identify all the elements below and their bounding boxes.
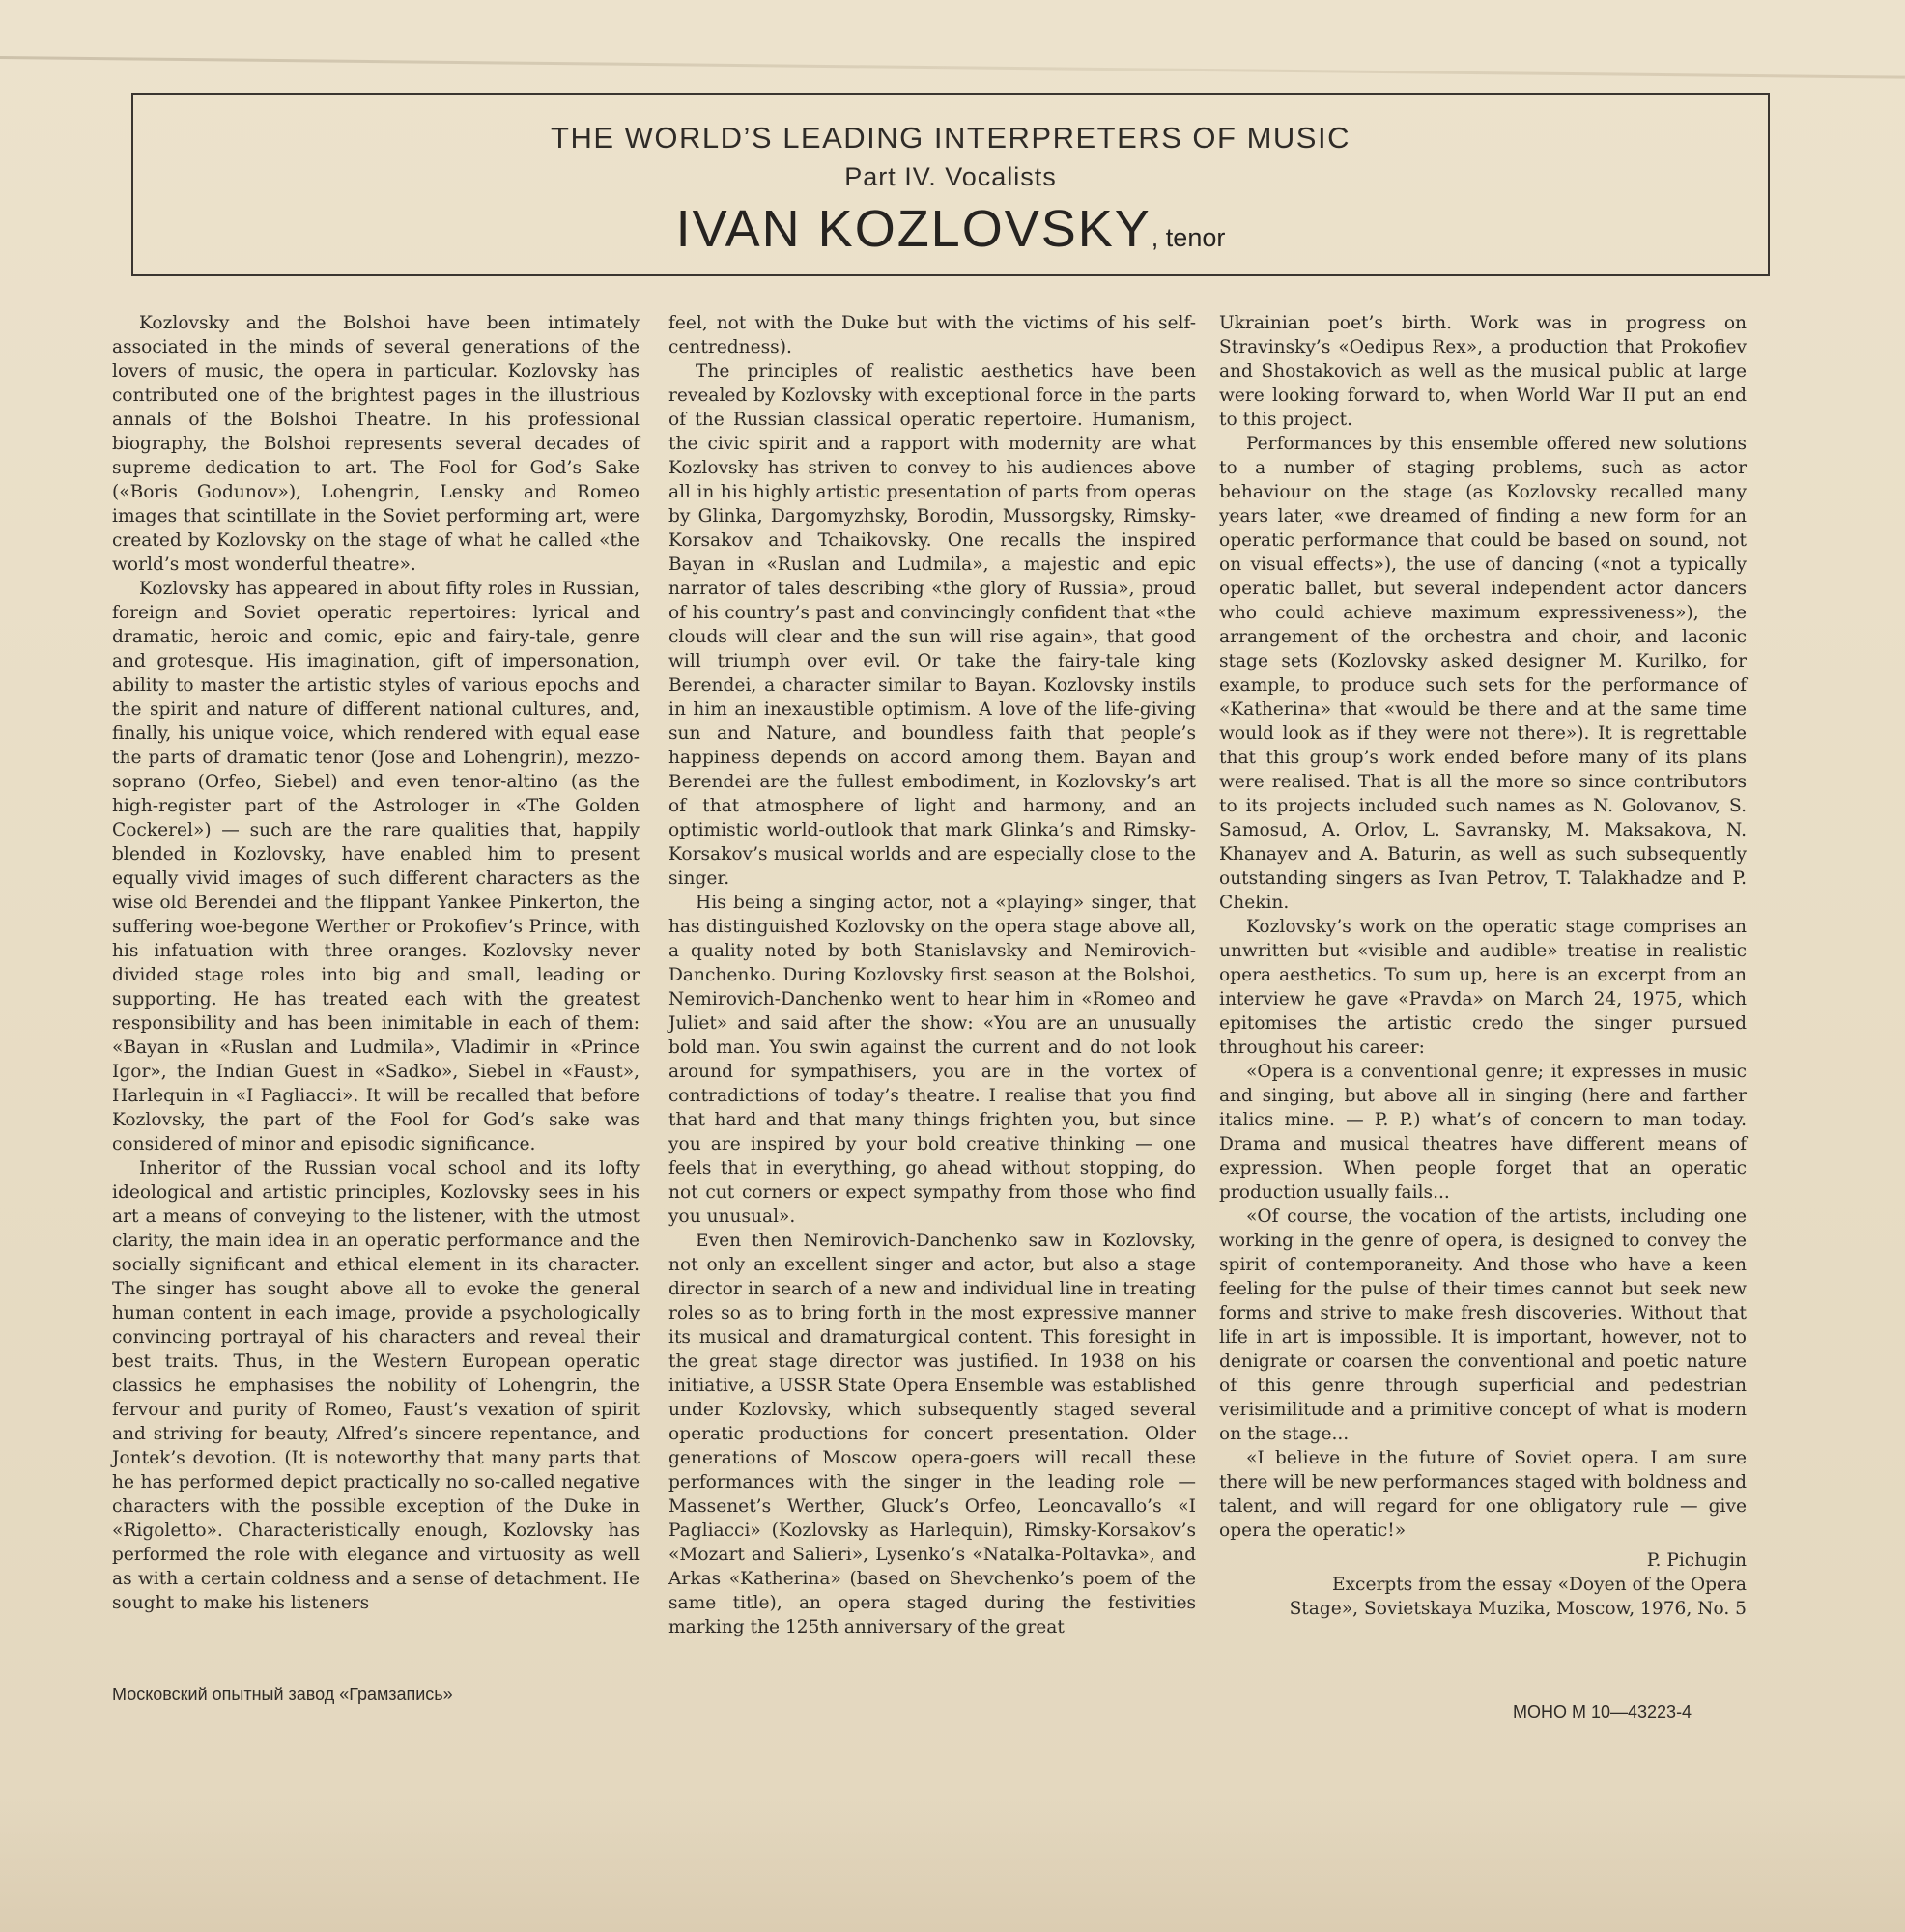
paper-shading [0,1797,1905,1932]
artist-line [133,199,1768,259]
artist-name: IVAN KOZLOVSKY [675,200,1152,258]
part-title: Part IV. Vocalists [844,162,1057,191]
paragraph: Ukrainian poet’s birth. Work was in progress on Stravinsky’s «Oedipus Rex», a production that Prokofiev and Shostakovich as well as the musical public at large were looking forward to, when World War II put an end to this project. [1219,313,1747,430]
text-column-2 [668,311,1196,1639]
author-signature: P. Pichugin [1646,1550,1747,1571]
publisher-imprint: Московский опытный завод «Грамзапись» [112,1685,453,1704]
paragraph: The principles of realistic aesthetics have been revealed by Kozlovsky with exceptional force in the parts of the Russian classical operatic repertoire. Humanism, the civic spirit and a rapport with modernity are what Kozlovsky has striven to convey to his audiences above all in his highly artistic presentation of parts from operas by Glinka, Dargomyzhsky, Borodin, Mussorgsky, Rimsky-Korsakov and Tchaikovsky. One recalls the inspired Bayan in «Ruslan and Ludmila», a majestic and epic narrator of tales describing «the glory of Russia», proud of his country’s past and convincingly confident that «the clouds will clear and the sun will rise again», that good will triumph over evil. Or take the fairy-tale king Berendei, a character similar to Bayan. Kozlovsky instils in him an inexaustible optimism. A love of the life-giving sun and Nature, and boundless faith that people’s happiness depends on accord among them. Bayan and Berendei are the fullest embodiment, in Kozlovsky’s art of that atmosphere of light and harmony, and an optimistic world-outlook that mark Glinka’s and Rimsky-Korsakov’s musical worlds and are especially close to the singer. [668,361,1196,889]
paragraph: Even then Nemirovich-Danchenko saw in Kozlovsky, not only an excellent singer and actor, but also a stage director in search of a new and individual line in treating roles so as to bring forth in the most expressive manner its musical and dramaturgical content. This foresight in the great stage director was justified. In 1938 on his initiative, a USSR State Opera Ensemble was established under Kozlovsky, which subsequently staged several operatic productions for concert presentation. Older generations of Moscow opera-goers will recall these performances with the singer in the leading role — Massenet’s Werther, Gluck’s Orfeo, Leoncavallo’s «I Pagliacci» (Kozlovsky as Harlequin), Rimsky-Korsakov’s «Mozart and Salieri», Lysenko’s «Natalka-Poltavka», and Arkas «Katherina» (based on Shevchenko’s poem of the same title), an opera staged during the festivities marking the 125th anniversary of the great [668,1231,1196,1637]
source-line-1: Excerpts from the essay «Doyen of the Opera [1332,1575,1747,1595]
paragraph: His being a singing actor, not a «playing» singer, that has distinguished Kozlovsky on the opera stage above all, a quality noted by both Stanislavsky and Nemirovich-Danchenko. During Kozlovsky first season at the Bolshoi, Nemirovich-Danchenko went to hear him in «Romeo and Juliet» and said after the show: «You are an unusually bold man. You swin against the current and do not look around for sympathisers, you are in the vortex of contradictions of today’s theatre. I realise that you find that hard and that many things frighten you, but since you are inspired by your bold creative thinking — one feels that in everything, go ahead without stopping, do not cut corners or expect sympathy from those who find you unusual». [668,893,1196,1227]
text-column-1 [112,311,640,1615]
source-citation [1219,1573,1747,1621]
artist-voice: , tenor [1151,223,1226,252]
catalog-number: МОНО М 10—43223-4 [1513,1702,1692,1721]
paragraph: Kozlovsky has appeared in about fifty roles in Russian, foreign and Soviet operatic repertoires: lyrical and dramatic, heroic and comic, epic and fairy-tale, genre and grotesque. His imagination, gift of impersonation, ability to master the artistic styles of various epochs and the spirit and nature of different national cultures, and, finally, his unique voice, which rendered with equal ease the parts of dramatic tenor (Jose and Lohengrin), mezzo-soprano (Orfeo, Siebel) and even tenor-altino (as the high-register part of the Astrologer in «The Golden Cockerel») — such are the rare qualities that, happily blended in Kozlovsky, have enabled him to present equally vivid images of such different characters as the wise old Berendei and the flippant Yankee Pinkerton, the suffering woe-begone Werther or Prokofiev’s Prince, with his infatuation with three oranges. Kozlovsky never divided stage roles into big and small, leading or supporting. He has treated each with the greatest responsibility and has been inimitable in each of them: «Bayan in «Ruslan and Ludmila», Vladimir in «Prince Igor», the Indian Guest in «Sadko», Siebel in «Faust», Harlequin in «I Pagliacci». It will be recalled that before Kozlovsky, the part of the Fool for God’s sake was considered of minor and episodic significance. [112,579,640,1154]
source-line-2: Stage», Sovietskaya Muzika, Moscow, 1976, No. 5 [1289,1599,1747,1619]
title-box [131,93,1770,276]
paragraph: Performances by this ensemble offered new solutions to a number of staging problems, such as actor behaviour on the stage (as Kozlovsky recalled many years later, «we dreamed of finding a new form for an operatic performance that could be based on sound, not on visual effects»), the use of dancing («not a typically operatic ballet, but several independent actor dancers who could achieve maximum expressiveness»), the arrangement of the orchestra and choir, and laconic stage sets (Kozlovsky asked designer M. Kurilko, for example, to produce such sets for the performance of «Katherina» that «would be there and at the same time would look as if they were not there»). It is regrettable that this group’s work ended before many of its plans were realised. That is all the more so since contributors to its projects included such names as N. Golovanov, S. Samosud, A. Orlov, L. Savransky, M. Maksakova, N. Khanayev and A. Baturin, as well as such subsequently outstanding singers as Ivan Petrov, T. Talakhadze and P. Chekin. [1219,434,1747,913]
quote-paragraph: «Of course, the vocation of the artists, including one working in the genre of opera, is designed to convey the spirit of contemporaneity. And those who have a keen feeling for the pulse of their times cannot but seek new forms and strive to make fresh discoveries. Without that life in art is impossible. It is important, however, not to denigrate or coarsen the conventional and poetic nature of this genre through superficial and pedestrian verisimilitude and a primitive concept of what is modern on the stage... [1219,1207,1747,1444]
paper-fold-edge [0,56,1905,79]
paragraph: Inheritor of the Russian vocal school and its lofty ideological and artistic principles, Kozlovsky sees in his art a means of conveying to the listener, with the utmost clarity, the main idea in an operatic performance and the socially significant and ethical element in its character. The singer has sought above all to evoke the general human content in each image, provide a psychologically convincing portrayal of his characters and reveal their best traits. Thus, in the Western European operatic classics he emphasises the nobility of Lohengrin, the fervour and purity of Romeo, Faust’s vexation of spirit and striving for beauty, Alfred’s sincere repentance, and Jontek’s devotion. (It is noteworthy that many parts that he has performed depict practically no so-called negative characters with the possible exception of the Duke in «Rigoletto». Characteristically enough, Kozlovsky has performed the role with elegance and virtuosity as well as with a certain coldness and a sense of detachment. He sought to make his listeners [112,1158,640,1613]
quote-paragraph: «Opera is a conventional genre; it expresses in music and singing, but above all in singing (here and farther italics mine. — P. P.) what’s of concern to man today. Drama and musical theatres have different means of expression. When people forget that an operatic production usually fails... [1219,1062,1747,1203]
paragraph: feel, not with the Duke but with the victims of his self-centredness). [668,313,1196,357]
paragraph: Kozlovsky’s work on the operatic stage comprises an unwritten but «visible and audible» treatise in realistic opera aesthetics. To sum up, here is an excerpt from an interview he gave «Pravda» on March 24, 1975, which epitomises the artistic credo the singer pursued throughout his career: [1219,917,1747,1058]
series-title: THE WORLD’S LEADING INTERPRETERS OF MUSIC [551,121,1351,155]
text-column-3 [1219,311,1747,1621]
quote-paragraph: «I believe in the future of Soviet opera. I am sure there will be new performances staged with boldness and talent, and will regard for one obligatory rule — give opera the operatic!» [1219,1448,1747,1541]
paragraph: Kozlovsky and the Bolshoi have been intimately associated in the minds of several generations of the lovers of music, the opera in particular. Kozlovsky has contributed one of the brightest pages in the illustrious annals of the Bolshoi Theatre. In his professional biography, the Bolshoi represents several decades of supreme dedication to art. The Fool for God’s Sake («Boris Godunov»), Lohengrin, Lensky and Romeo images that scintillate in the Soviet performing art, were created by Kozlovsky on the stage of what he called «the world’s most wonderful theatre». [112,313,640,575]
